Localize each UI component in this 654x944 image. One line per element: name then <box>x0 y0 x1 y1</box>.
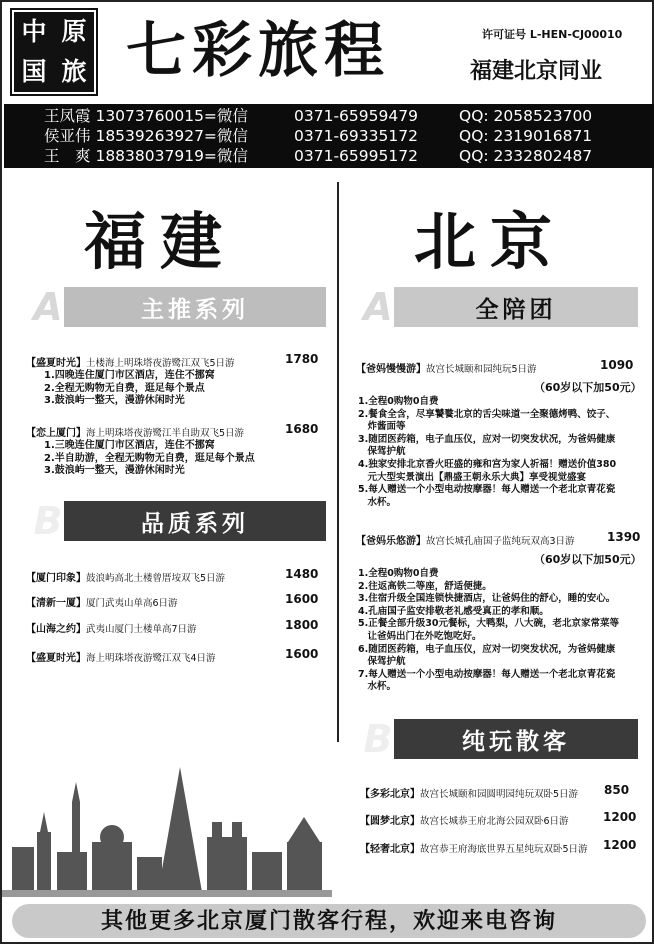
route-features <box>44 370 215 408</box>
feature-line: 2.餐食全含，尽享饕餮北京的舌尖味道一全聚德烤鸭、饺子、 <box>358 408 616 420</box>
route-item <box>26 594 178 609</box>
route-features <box>44 440 255 478</box>
price-note: （60岁以下加50元） <box>534 381 642 394</box>
route-price: 1600 <box>285 647 319 661</box>
route-tag: 【盛夏时光】 <box>26 358 86 369</box>
route-tag: 【轻奢北京】 <box>360 844 420 855</box>
contact-name: 王凤霞 <box>44 107 91 125</box>
logo-char: 国 <box>21 57 47 86</box>
route-price: 1480 <box>285 567 319 581</box>
route-name: 故宫长城颐和园纯玩5日游 <box>426 363 537 375</box>
contact-mobile: 18539263927=微信 <box>95 127 248 145</box>
route-tag: 【圆梦北京】 <box>360 816 420 827</box>
contact-qq: QQ: 2319016871 <box>459 127 593 145</box>
contact-name: 王 爽 <box>44 147 91 165</box>
route-name: 故宫长城恭王府北海公园双卧6日游 <box>420 815 569 827</box>
section-banner-leisure: 纯玩散客 <box>394 719 638 759</box>
route-item <box>360 840 588 855</box>
route-item <box>360 785 578 800</box>
contact-bar <box>4 104 654 168</box>
contact-row <box>44 106 654 126</box>
feature-line: 5.每人赠送一个小型电动按摩器！每人赠送一个老北京青花瓷 <box>358 484 616 496</box>
route-price: 1200 <box>603 838 637 852</box>
feature-line: 3.鼓浪屿一整天，漫游休闲时光 <box>44 465 185 476</box>
route-tag: 【盛夏时光】 <box>26 653 86 664</box>
feature-line: 让爸妈出门在外吃饱吃好。 <box>358 630 482 642</box>
route-price: 1090 <box>600 358 634 372</box>
logo-char: 原 <box>61 17 87 46</box>
feature-line: 1.全程0购物0自费 <box>358 396 439 407</box>
route-name: 厦门武夷山单高6日游 <box>86 597 178 609</box>
route-price: 1780 <box>285 352 319 366</box>
section-letter-b: B <box>363 717 393 761</box>
route-item <box>26 620 197 635</box>
feature-line: 水杯。 <box>358 681 397 693</box>
contact-phone: 0371-69335172 <box>294 127 418 145</box>
feature-line: 2.全程无购物无自费，逛足每个景点 <box>44 382 205 394</box>
feature-line: 3.鼓浪屿一整天，漫游休闲时光 <box>44 395 185 406</box>
contact-qq: QQ: 2332802487 <box>459 147 593 165</box>
feature-line: 6.随团医药箱，电子血压仪，应对一切突发状况，为爸妈健康 <box>358 643 616 655</box>
footer-banner: 其他更多北京厦门散客行程，欢迎来电咨询 <box>12 904 646 938</box>
feature-line: 水杯。 <box>358 496 397 508</box>
route-name: 海上明珠塔夜游鹭江半自助双飞5日游 <box>86 427 245 439</box>
feature-line: 1.全程0购物0自费 <box>358 568 439 579</box>
route-price: 1200 <box>603 810 637 824</box>
route-item <box>356 360 537 375</box>
feature-line: 1.四晚连住厦门市区酒店，连住不挪窝 <box>44 370 215 381</box>
route-item <box>26 649 216 664</box>
route-item <box>360 812 569 827</box>
contact-qq: QQ: 2058523700 <box>459 107 593 125</box>
contact-name: 侯亚伟 <box>44 127 91 145</box>
logo-char: 中 <box>21 17 47 46</box>
route-item <box>26 424 244 439</box>
license-number: 许可证号 L-HEN-CJ00010 <box>482 28 623 41</box>
contact-row <box>44 146 654 166</box>
feature-line: 1.三晚连住厦门市区酒店，连住不挪窝 <box>44 440 215 451</box>
page-title: 七彩旅程 <box>126 16 390 86</box>
route-name: 土楼海上明珠塔夜游鹭江双飞5日游 <box>86 357 235 369</box>
contact-mobile: 18838037919=微信 <box>95 147 248 165</box>
feature-line: 2.半自助游，全程无购物无自费，逛足每个景点 <box>44 452 255 464</box>
feature-line: 3.住宿升级全国连锁快捷酒店，让爸妈住的舒心，睡的安心。 <box>358 593 616 605</box>
feature-line: 4.独家安排北京香火旺盛的雍和宫为家人祈福！赠送价值380 <box>358 458 617 470</box>
feature-line: 4.孔庙国子监安排敬老礼感受真正的孝和顺。 <box>358 605 549 617</box>
feature-line: 2.往返高铁二等座，舒适便捷。 <box>358 580 492 592</box>
feature-line: 炸酱面等 <box>358 421 406 433</box>
price-note: （60岁以下加50元） <box>534 553 642 566</box>
route-tag: 【厦门印象】 <box>26 573 86 584</box>
feature-line: 5.正餐全部升级30元餐标，大鸭梨，八大碗，老北京家常菜等 <box>358 618 619 630</box>
route-name: 故宫长城孔庙国子监纯玩双高3日游 <box>426 535 575 547</box>
section-letter-a: A <box>33 285 63 329</box>
route-tag: 【爸妈慢慢游】 <box>356 364 426 375</box>
route-name: 海上明珠塔夜游鹭江双飞4日游 <box>86 652 216 664</box>
beijing-title: 北京 <box>414 205 567 278</box>
route-price: 1800 <box>285 618 319 632</box>
contact-row <box>44 126 654 146</box>
route-name: 鼓浪屿高北土楼曾厝垵双飞5日游 <box>86 572 226 584</box>
section-banner-main: 主推系列 <box>64 287 326 327</box>
route-price: 1390 <box>607 530 641 544</box>
route-item <box>356 532 575 547</box>
route-features <box>358 396 616 509</box>
route-features <box>358 568 619 694</box>
section-letter-b: B <box>33 499 63 543</box>
route-item <box>26 354 235 369</box>
logo-char: 旅 <box>61 57 87 86</box>
route-name: 故宫恭王府海底世界五星纯玩双卧5日游 <box>420 843 588 855</box>
route-name: 故宫长城颐和园圆明园纯玩双卧5日游 <box>420 788 579 800</box>
section-banner-escort: 全陪团 <box>394 287 638 327</box>
city-skyline-illustration <box>2 762 332 897</box>
feature-line: 7.每人赠送一个小型电动按摩器！每人赠送一个老北京青花瓷 <box>358 668 616 680</box>
feature-line: 保驾护航 <box>358 446 406 458</box>
route-price: 1680 <box>285 422 319 436</box>
route-tag: 【清新一厦】 <box>26 598 86 609</box>
feature-line: 3.随团医药箱，电子血压仪，应对一切突发状况，为爸妈健康 <box>358 433 616 445</box>
route-tag: 【恋上厦门】 <box>26 428 86 439</box>
feature-line: 保驾护航 <box>358 656 406 668</box>
route-item <box>26 569 225 584</box>
section-letter-a: A <box>363 285 393 329</box>
contact-phone: 0371-65959479 <box>294 107 418 125</box>
fujian-title: 福建 <box>84 205 237 278</box>
contact-phone: 0371-65995172 <box>294 147 418 165</box>
route-price: 1600 <box>285 592 319 606</box>
route-name: 武夷山厦门土楼单高7日游 <box>86 623 197 635</box>
column-divider <box>337 182 339 742</box>
page-subtitle: 福建北京同业 <box>470 59 603 84</box>
feature-line: 元大型实景演出【鼎盛王朝永乐大典】享受视觉盛宴 <box>358 471 587 483</box>
contact-mobile: 13073760015=微信 <box>95 107 248 125</box>
route-tag: 【爸妈乐悠游】 <box>356 536 426 547</box>
route-tag: 【多彩北京】 <box>360 789 420 800</box>
section-banner-quality: 品质系列 <box>64 501 326 541</box>
route-tag: 【山海之约】 <box>26 624 86 635</box>
route-price: 850 <box>604 783 630 797</box>
brand-logo <box>12 10 96 94</box>
